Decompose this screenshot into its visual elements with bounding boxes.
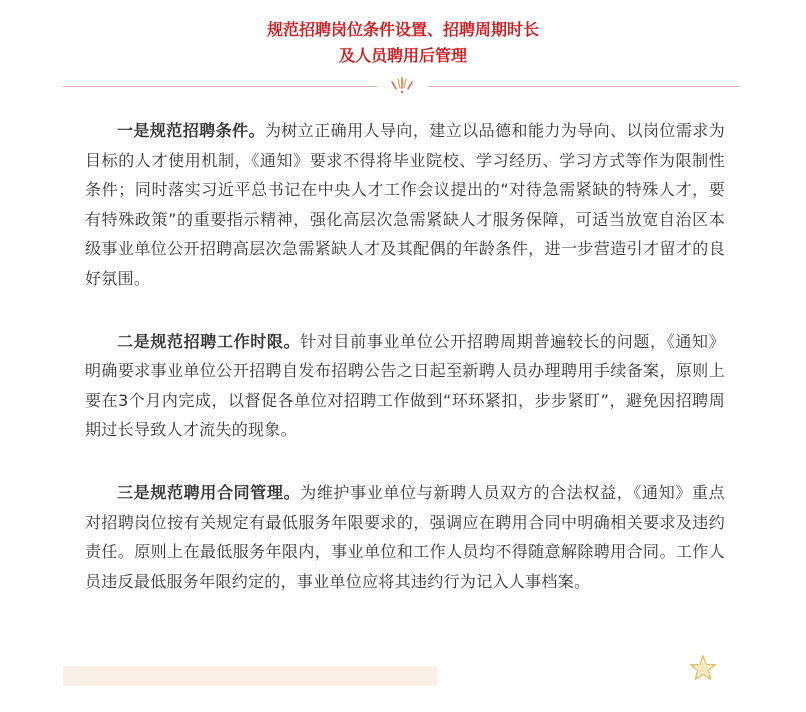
paragraph-lead: 二是规范招聘工作时限。 [117, 331, 301, 351]
paragraph-contract-management [85, 478, 725, 596]
paragraph-text: 为树立正确用人导向，建立以品德和能力为导向、以岗位需求为目标的人才使用机制，《通知》要求不得将毕业院校、学习经历、学习方式等作为限制性条件；同时落实习近平总书记在中央人才工作会议提出的“对待急需紧缺的特殊人才，要有特殊政策”的重要指示精神，强化高层次急需紧缺人才服务保障，可适当放宽自治区本级事业单位公开招聘高层次急需紧缺人才及其配偶的年龄条件，进一步营造引才留才的良好氛围。 [85, 121, 726, 288]
article-title [0, 17, 806, 69]
paragraph-text: 针对目前事业单位公开招聘周期普遍较长的问题，《通知》明确要求事业单位公开招聘自发布招聘公告之日起至新聘人员办理聘用手续备案，原则上要在3个月内完成，以督促各单位对招聘工作做到“环环紧扣，步步紧盯”，避免因招聘周期过长导致人才流失的现象。 [85, 331, 725, 440]
footer-band [63, 666, 437, 686]
star-icon [689, 654, 717, 682]
paragraph-lead: 一是规范招聘条件。 [117, 121, 265, 140]
article-body [85, 116, 725, 596]
paragraph-lead: 三是规范聘用合同管理。 [117, 482, 301, 502]
article-title-line-1: 规范招聘岗位条件设置、招聘周期时长 [266, 20, 539, 39]
article-title-line-2: 及人员聘用后管理 [338, 46, 467, 65]
burst-ornament-icon [384, 76, 420, 96]
title-divider-left [63, 86, 377, 87]
paragraph-text: 为维护事业单位与新聘人员双方的合法权益，《通知》重点对招聘岗位按有关规定有最低服务年限要求的，强调应在聘用合同中明确相关要求及违约责任。原则上在最低服务年限内，事业单位和工作人员均不得随意解除聘用合同。工作人员违反最低服务年限约定的，事业单位应将其违约行为记入人事档案。 [85, 482, 725, 591]
paragraph-recruitment-time-limit [85, 327, 725, 445]
title-divider-right [428, 86, 740, 87]
paragraph-recruitment-conditions [85, 116, 725, 294]
